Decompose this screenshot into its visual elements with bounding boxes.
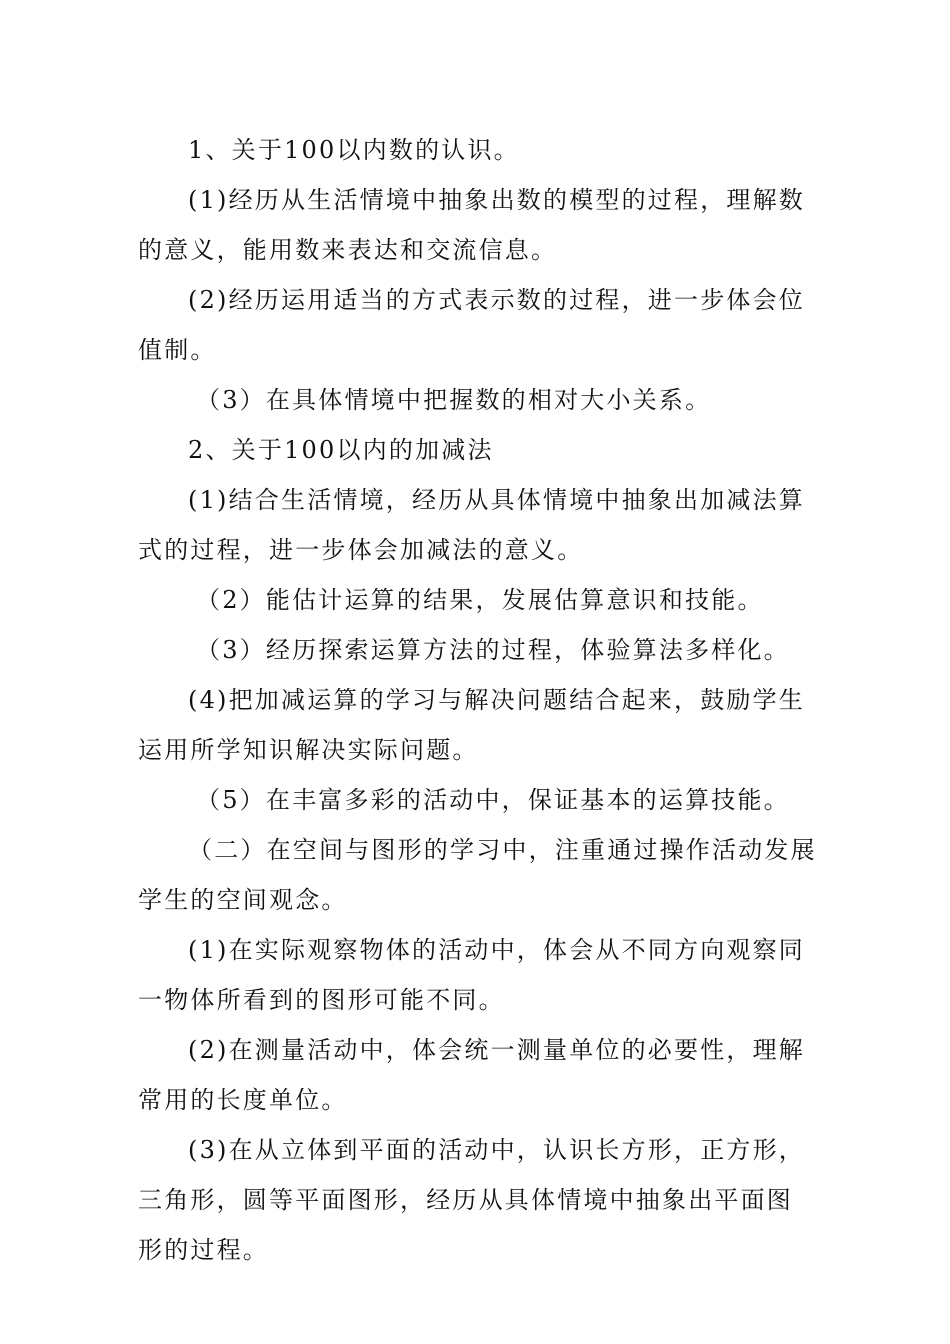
- paragraph-2: (1)经历从生活情境中抽象出数的模型的过程，理解数的意义，能用数来表达和交流信息。: [138, 186, 805, 264]
- paragraph-6: (1)结合生活情境，经历从具体情境中抽象出加减法算式的过程，进一步体会加减法的意义。: [138, 486, 805, 564]
- paragraph-8: （3）经历探索运算方法的过程，体验算法多样化。: [196, 636, 790, 664]
- paragraph-9: (4)把加减运算的学习与解决问题结合起来，鼓励学生运用所学知识解决实际问题。: [138, 686, 805, 764]
- paragraph-1: 1、关于100以内数的认识。: [188, 136, 520, 164]
- paragraph-13: (2)在测量活动中，体会统一测量单位的必要性，理解常用的长度单位。: [138, 1036, 805, 1114]
- paragraph-12: (1)在实际观察物体的活动中，体会从不同方向观察同一物体所看到的图形可能不同。: [138, 936, 805, 1014]
- paragraph-3: (2)经历运用适当的方式表示数的过程，进一步体会位值制。: [138, 286, 805, 364]
- paragraph-14: (3)在从立体到平面的活动中，认识长方形，正方形，三角形，圆等平面图形，经历从具体情境中抽象出平面图形的过程。: [138, 1136, 805, 1264]
- document-body: [138, 125, 818, 1275]
- paragraph-10: （5）在丰富多彩的活动中，保证基本的运算技能。: [196, 786, 790, 814]
- paragraph-11: （二）在空间与图形的学习中，注重通过操作活动发展学生的空间观念。: [138, 836, 817, 914]
- paragraph-5: 2、关于100以内的加减法: [188, 436, 494, 464]
- paragraph-4: （3）在具体情境中把握数的相对大小关系。: [196, 386, 712, 414]
- paragraph-7: （2）能估计运算的结果，发展估算意识和技能。: [196, 586, 764, 614]
